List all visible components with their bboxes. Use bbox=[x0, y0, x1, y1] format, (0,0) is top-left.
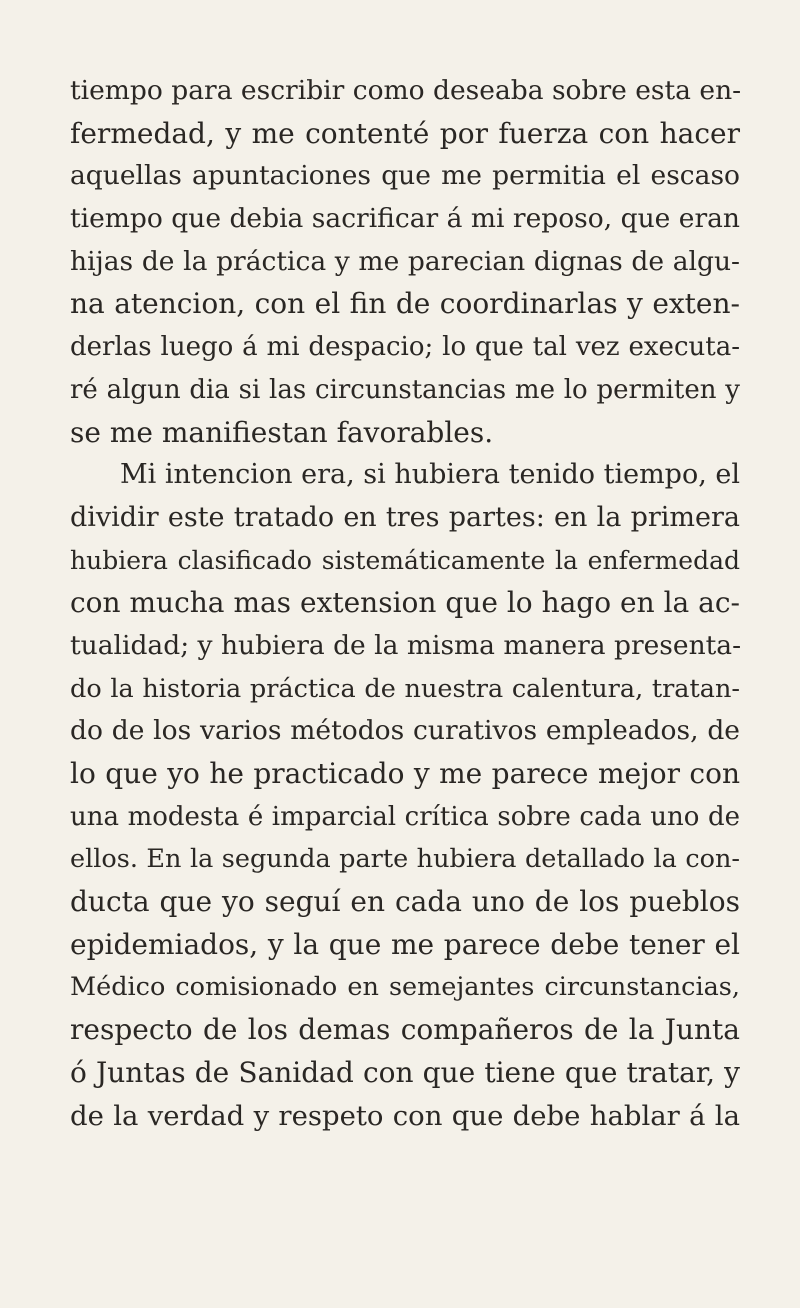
text-line: derlas luego á mi despacio; lo que tal vez executa- bbox=[70, 332, 740, 363]
text-line: Médico comisionado en semejantes circunstancias, bbox=[70, 972, 740, 1003]
text-line: ó Juntas de Sanidad con que tiene que tratar, y bbox=[70, 1055, 740, 1089]
text-line: tiempo que debia sacrificar á mi reposo, que eran bbox=[70, 203, 740, 235]
text-line: na atencion, con el fin de coordinarlas y exten- bbox=[70, 287, 740, 321]
text-line: hubiera clasificado sistemáticamente la enfermedad bbox=[70, 545, 740, 575]
text-line: dividir este tratado en tres partes: en la primera bbox=[70, 501, 740, 533]
text-line: epidemiados, y la que me parece debe tener el bbox=[70, 927, 740, 961]
text-line: lo que yo he practicado y me parece mejor con bbox=[70, 757, 740, 790]
text-line: do la historia práctica de nuestra calentura, tratan- bbox=[70, 673, 740, 704]
text-line: de la verdad y respeto con que debe hablar á la bbox=[70, 1099, 740, 1132]
text-line: respecto de los demas compañeros de la Junta bbox=[70, 1013, 740, 1047]
text-line: una modesta é imparcial crítica sobre cada uno de bbox=[70, 801, 740, 832]
paragraph-end-line: se me manifiestan favorables. bbox=[70, 415, 494, 449]
text-line: ré algun dia si las circunstancias me lo permiten y bbox=[70, 374, 740, 405]
paragraph-start-line: Mi intencion era, si hubiera tenido tiempo, el bbox=[120, 459, 740, 491]
text-line: tiempo para escribir como deseaba sobre esta en- bbox=[70, 75, 742, 106]
page-text bbox=[70, 70, 740, 1137]
text-line: hijas de la práctica y me parecian dignas de algu- bbox=[70, 245, 740, 277]
text-line: aquellas apuntaciones que me permitia el escaso bbox=[70, 160, 740, 192]
text-line: fermedad, y me contenté por fuerza con hacer bbox=[70, 116, 740, 150]
text-line: ellos. En la segunda parte hubiera detallado la con- bbox=[70, 844, 740, 875]
text-line: do de los varios métodos curativos empleados, de bbox=[70, 715, 740, 747]
text-line: ducta que yo seguí en cada uno de los pueblos bbox=[70, 885, 740, 919]
text-line: con mucha mas extension que lo hago en la ac- bbox=[70, 586, 740, 620]
text-line: tualidad; y hubiera de la misma manera presenta- bbox=[70, 629, 742, 661]
